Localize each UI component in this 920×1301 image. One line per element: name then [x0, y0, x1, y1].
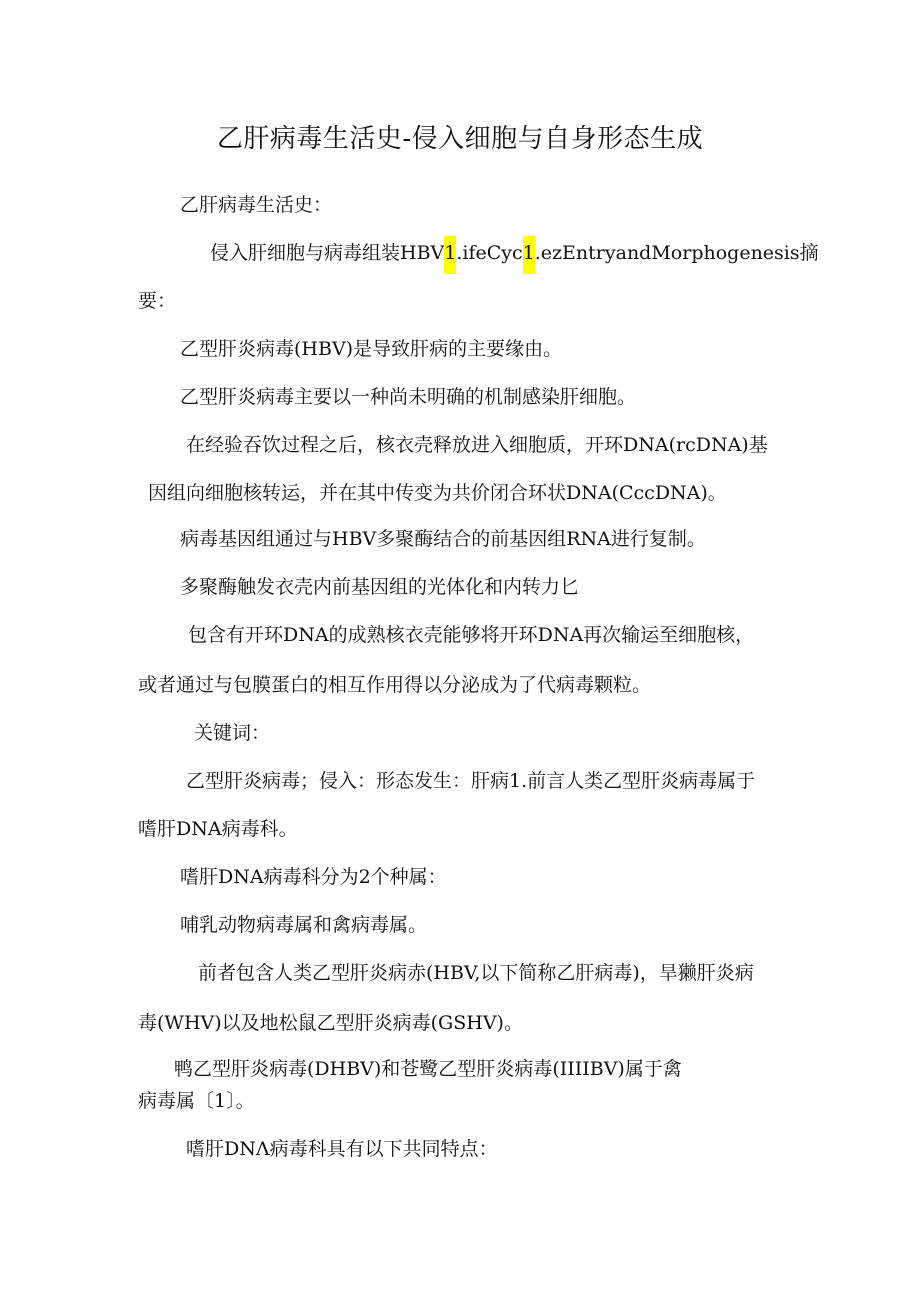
line-2-text-e: .ezEntryandMorphogenesis摘 [534, 242, 819, 264]
paragraph-line-8: 病毒基因组通过与HBV多聚酶结合的前基因组RNA进行复制。 [180, 528, 706, 550]
paragraph-line-9: 多聚酶触发衣壳内前基因组的光体化和内转力匕 [180, 576, 580, 598]
paragraph-line-17: 前者包含人类乙型肝炎病赤(HBV,以下简称乙肝病毒)，旱獭肝炎病 [198, 962, 754, 984]
paragraph-line-15: 嗜肝DNA病毒科分为2个种属： [180, 866, 447, 888]
paragraph-line-21: 嗜肝DNΛ病毒科具有以下共同特点： [186, 1138, 498, 1160]
highlighted-char-1: 1 [444, 236, 456, 274]
paragraph-line-13: 乙型肝炎病毒；侵入：形态发生：肝病1.前言人类乙型肝炎病毒属于 [186, 770, 756, 792]
paragraph-line-20: 病毒属〔1〕。 [138, 1090, 255, 1112]
paragraph-line-4: 乙型肝炎病毒(HBV)是导致肝病的主要缘由。 [180, 338, 563, 360]
line-2-text-c: .ifeCyc [456, 242, 523, 264]
paragraph-line-11: 或者通过与包膜蛋白的相互作用得以分泌成为了代病毒颗粒。 [138, 674, 652, 696]
paragraph-line-7: 因组向细胞核转运，并在其中传变为共价闭合环状DNA(CccDNA)。 [148, 482, 727, 504]
paragraph-line-5: 乙型肝炎病毒主要以一种尚未明确的机制感染肝细胞。 [180, 386, 637, 408]
paragraph-line-12: 关键词： [194, 722, 271, 744]
paragraph-line-10: 包含有开环DNA的成熟核衣壳能够将开环DNA再次输运至细胞核， [188, 624, 755, 646]
paragraph-line-19: 鸭乙型肝炎病毒(DHBV)和苍鹭乙型肝炎病毒(IIIIBV)属于禽 [174, 1058, 682, 1080]
paragraph-line-14: 嗜肝DNA病毒科。 [138, 818, 298, 840]
document-title: 乙肝病毒生活史-侵入细胞与自身形态生成 [216, 124, 704, 154]
line-2-text-a: 侵入肝细胞与病毒组装HBV [210, 242, 445, 264]
paragraph-line-18: 毒(WHV)以及地松鼠乙型肝炎病毒(GSHV)。 [138, 1012, 523, 1034]
paragraph-line-6: 在经验吞饮过程之后，核衣壳释放进入细胞质，开环DNA(rcDNA)基 [186, 434, 768, 456]
paragraph-line-16: 哺乳动物病毒属和禽病毒属。 [180, 914, 428, 936]
paragraph-line-2 [210, 240, 819, 266]
paragraph-line-1: 乙肝病毒生活史： [180, 194, 333, 216]
paragraph-line-3: 要： [138, 290, 177, 312]
highlighted-char-2: 1 [523, 236, 535, 274]
